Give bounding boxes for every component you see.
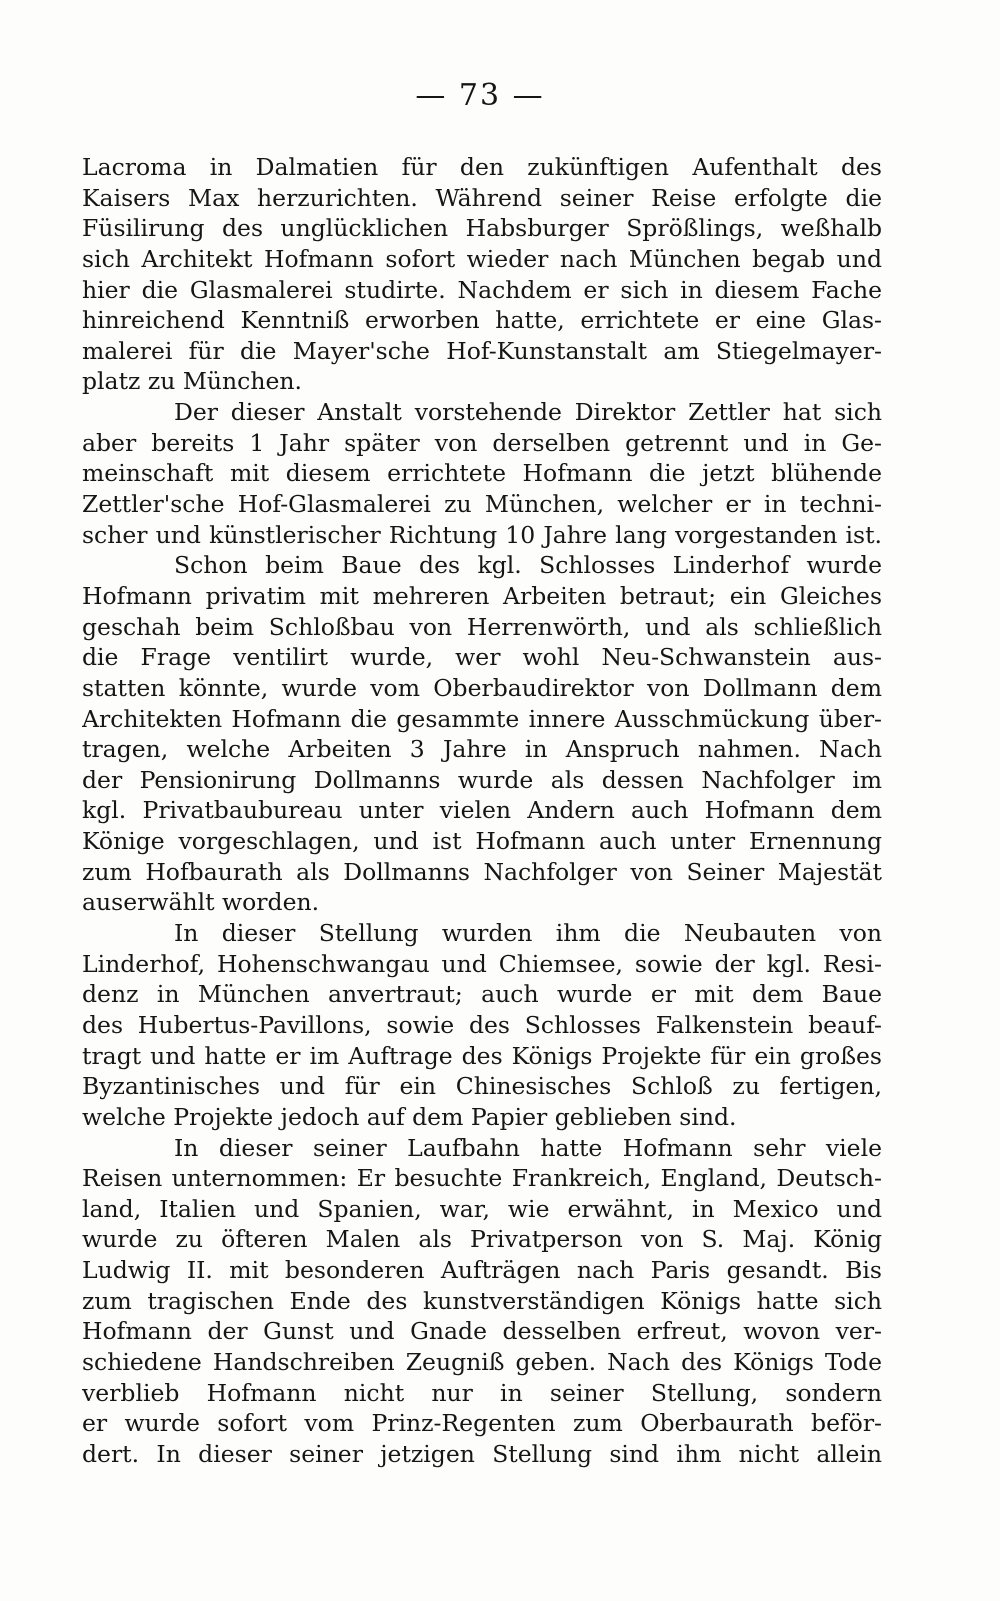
text-line: malerei für die Mayer'sche Hof-Kunstanstalt am Stiegelmayer- (82, 336, 882, 365)
text-line: die Frage ventilirt wurde, wer wohl Neu-Schwanstein aus- (82, 643, 882, 672)
text-line: aber bereits 1 Jahr später von derselben getrennt und in Ge- (82, 428, 882, 457)
text-line: platz zu München. (82, 367, 302, 396)
text-line: des Hubertus-Pavillons, sowie des Schlosses Falkenstein beauf- (82, 1010, 882, 1039)
text-line: Linderhof, Hohenschwangau und Chiemsee, sowie der kgl. Resi- (82, 949, 882, 978)
text-line: auserwählt worden. (82, 888, 320, 917)
text-line: zum tragischen Ende des kunstverständigen Königs hatte sich (82, 1286, 882, 1315)
text-line: Byzantinisches und für ein Chinesisches Schloß zu fertigen, (82, 1072, 882, 1101)
text-line: Ludwig II. mit besonderen Aufträgen nach Paris gesandt. Bis (82, 1256, 882, 1285)
text-line: tragen, welche Arbeiten 3 Jahre in Anspruch nahmen. Nach (82, 735, 882, 764)
text-line: Füsilirung des unglücklichen Habsburger Sprößlings, weßhalb (82, 214, 882, 243)
text-line: Schon beim Baue des kgl. Schlosses Linderhof wurde (174, 551, 882, 580)
text-line: scher und künstlerischer Richtung 10 Jahre lang vorgestanden ist. (82, 520, 882, 549)
text-line: schiedene Handschreiben Zeugniß geben. Nach des Königs Tode (82, 1347, 882, 1376)
text-line: Könige vorgeschlagen, und ist Hofmann auch unter Ernennung (82, 827, 882, 856)
text-line: sich Architekt Hofmann sofort wieder nach München begab und (82, 244, 882, 273)
text-line: verblieb Hofmann nicht nur in seiner Stellung, sondern (82, 1378, 882, 1407)
text-line: Architekten Hofmann die gesammte innere Ausschmückung über- (82, 704, 882, 733)
text-line: er wurde sofort vom Prinz-Regenten zum Oberbaurath beför- (82, 1409, 882, 1438)
text-line: kgl. Privatbaubureau unter vielen Andern auch Hofmann dem (82, 796, 882, 825)
text-line: denz in München anvertraut; auch wurde er mit dem Baue (82, 980, 882, 1009)
text-line: Hofmann der Gunst und Gnade desselben erfreut, wovon ver- (82, 1317, 882, 1346)
text-line: hinreichend Kenntniß erworben hatte, errichtete er eine Glas- (82, 306, 882, 335)
text-line: statten könnte, wurde vom Oberbaudirektor von Dollmann dem (82, 673, 882, 702)
text-line: wurde zu öfteren Malen als Privatperson von S. Maj. König (82, 1225, 882, 1254)
text-line: In dieser seiner Laufbahn hatte Hofmann sehr viele (174, 1133, 882, 1162)
text-line: land, Italien und Spanien, war, wie erwähnt, in Mexico und (82, 1194, 882, 1223)
text-line: dert. In dieser seiner jetzigen Stellung sind ihm nicht allein (82, 1439, 882, 1468)
text-line: der Pensionirung Dollmanns wurde als dessen Nachfolger im (82, 765, 882, 794)
page-number: — 73 — (415, 78, 545, 113)
text-line: Hofmann privatim mit mehreren Arbeiten betraut; ein Gleiches (82, 581, 882, 610)
text-line: Kaisers Max herzurichten. Während seiner Reise erfolgte die (82, 183, 882, 212)
text-line: welche Projekte jedoch auf dem Papier geblieben sind. (82, 1102, 737, 1131)
text-line: tragt und hatte er im Auftrage des Königs Projekte für ein großes (82, 1041, 882, 1070)
text-line: Reisen unternommen: Er besuchte Frankreich, England, Deutsch- (82, 1164, 882, 1193)
text-line: Lacroma in Dalmatien für den zukünftigen Aufenthalt des (82, 153, 882, 181)
body-text (82, 152, 882, 1470)
text-line: Der dieser Anstalt vorstehende Direktor Zettler hat sich (174, 398, 882, 427)
text-line: Zettler'sche Hof-Glasmalerei zu München, welcher er in techni- (82, 490, 882, 519)
text-line: zum Hofbaurath als Dollmanns Nachfolger von Seiner Majestät (82, 857, 882, 886)
text-line: meinschaft mit diesem errichtete Hofmann die jetzt blühende (82, 459, 882, 488)
text-line: hier die Glasmalerei studirte. Nachdem er sich in diesem Fache (82, 275, 882, 304)
text-line: In dieser Stellung wurden ihm die Neubauten von (174, 919, 882, 948)
text-line: geschah beim Schloßbau von Herrenwörth, und als schließlich (82, 612, 882, 641)
